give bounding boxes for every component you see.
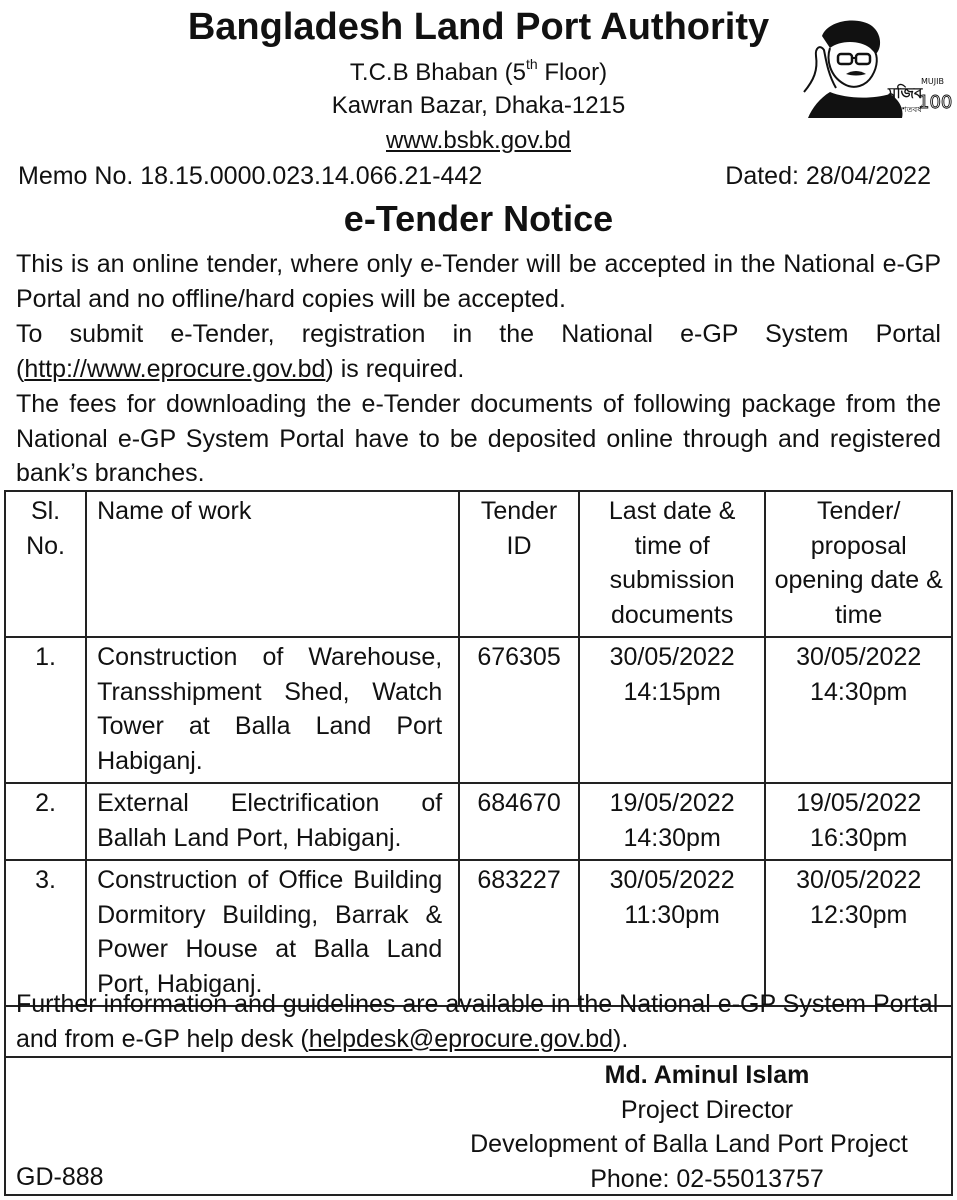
logo-number: 100 <box>918 92 953 113</box>
table-row <box>5 860 952 1006</box>
table-header-row <box>5 491 952 637</box>
memo-number: Memo No. 18.15.0000.023.14.066.21-442 <box>18 162 483 190</box>
row-open-time: 14:30pm <box>810 677 908 706</box>
table-row <box>5 637 952 783</box>
memo-date: Dated: 28/04/2022 <box>725 162 931 190</box>
row-name-of-work: Construction of Warehouse, Transshipment Shed, Watch Tower at Balla Land Port Habiganj. <box>86 637 459 783</box>
paragraph-online-tender: This is an online tender, where only e-Tender will be accepted in the National e-GP Portal and no offline/hard copies will be accepted. <box>16 250 941 313</box>
row-last-time: 14:30pm <box>623 823 721 852</box>
row-last-date-cell <box>579 783 766 860</box>
paragraph-registration-text: To submit e-Tender, registration in the National e-GP System Portal ( <box>16 320 941 383</box>
row-open-date: 30/05/2022 <box>796 643 922 671</box>
row-open-date: 30/05/2022 <box>796 866 922 894</box>
row-sl-no: 3. <box>5 860 86 1006</box>
tender-table <box>4 490 953 1007</box>
notice-title: e-Tender Notice <box>343 198 614 239</box>
website-line <box>0 127 957 155</box>
paragraph-fees: The fees for downloading the e-Tender documents of following package from the National e-GP System Portal have to be deposited online through and registered bank’s branches. <box>16 390 941 487</box>
helpdesk-email-link[interactable]: helpdesk@eprocure.gov.bd <box>308 1024 614 1053</box>
header-opening-date: Tender/ proposal opening date & time <box>765 491 952 637</box>
row-tender-id: 684670 <box>459 783 579 860</box>
row-last-time: 11:30pm <box>624 900 720 929</box>
row-last-date-cell <box>579 860 766 1006</box>
header-sl-no: Sl. No. <box>5 491 86 637</box>
signatory-name: Md. Aminul Islam <box>604 1061 810 1089</box>
logo-mujib-text: MUJIB <box>921 77 944 86</box>
signature-block <box>470 1058 937 1196</box>
header-tender-id: Tender ID <box>459 491 579 637</box>
address-line-2: Kawran Bazar, Dhaka-1215 <box>331 92 626 119</box>
organization-title: Bangladesh Land Port Authority <box>187 6 770 48</box>
gd-code: GD-888 <box>16 1163 104 1191</box>
row-sl-no: 2. <box>5 783 86 860</box>
row-tender-id: 683227 <box>459 860 579 1006</box>
paragraph-registration <box>16 317 941 386</box>
row-opening-date-cell <box>765 783 952 860</box>
row-opening-date-cell <box>765 637 952 783</box>
row-last-time: 14:15pm <box>623 677 721 706</box>
row-opening-date-cell <box>765 860 952 1006</box>
address-floor-suffix: Floor) <box>537 59 608 86</box>
further-information <box>16 987 941 1056</box>
row-open-time: 12:30pm <box>810 900 908 929</box>
signatory-phone: Phone: 02-55013757 <box>590 1164 824 1193</box>
signatory-title: Project Director <box>620 1095 794 1124</box>
header-name-of-work: Name of work <box>86 491 459 637</box>
signatory-project: Development of Balla Land Port Project <box>470 1130 908 1158</box>
address-floor-superscript: th <box>526 56 538 72</box>
logo-bangla-subtext: শতবর্ষ <box>902 105 922 114</box>
portrait-icon <box>804 21 903 118</box>
row-last-date-cell <box>579 637 766 783</box>
row-name-of-work: External Electrification of Ballah Land Port, Habiganj. <box>86 783 459 860</box>
mujib-100-logo <box>800 14 953 118</box>
header-last-date: Last date & time of submission documents <box>579 491 766 637</box>
row-last-date: 30/05/2022 <box>609 643 735 671</box>
eprocure-link[interactable]: http://www.eprocure.gov.bd <box>24 354 326 383</box>
address-building: T.C.B Bhaban (5 <box>349 59 527 86</box>
further-information-text: Further information and guidelines are available in the National e-GP System Portal and from e-GP help desk ( <box>16 990 939 1053</box>
table-row <box>5 783 952 860</box>
further-information-suffix: ). <box>613 1024 629 1053</box>
row-sl-no: 1. <box>5 637 86 783</box>
row-last-date: 19/05/2022 <box>609 789 735 817</box>
website-link[interactable]: www.bsbk.gov.bd <box>386 127 571 154</box>
row-tender-id: 676305 <box>459 637 579 783</box>
paragraph-registration-suffix: ) is required. <box>325 354 465 383</box>
logo-bangla-text: মুজিব <box>888 84 923 102</box>
row-open-date: 19/05/2022 <box>796 789 922 817</box>
row-last-date: 30/05/2022 <box>609 866 735 894</box>
row-name-of-work: Construction of Office Building Dormitory Building, Barrak & Power House at Balla Land Port, Habiganj. <box>86 860 459 1006</box>
row-open-time: 16:30pm <box>810 823 908 852</box>
